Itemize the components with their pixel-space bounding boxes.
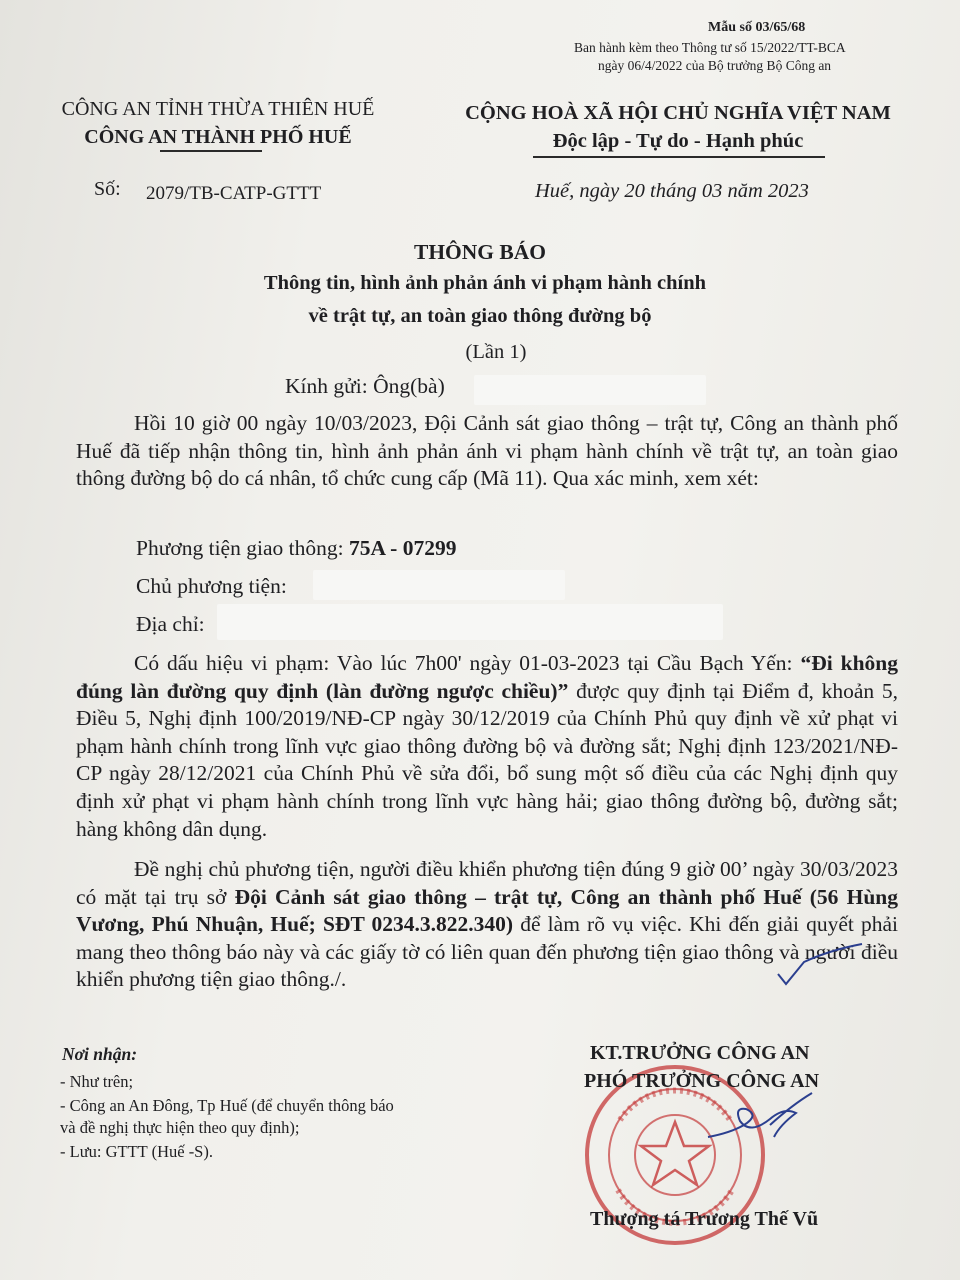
request-place: Đội Cảnh sát giao thông – trật tự, Công an thành phố Huế (56 Hùng Vương, Phú Nhuận, Huế; SĐT 0234.3.822.340): [76, 884, 898, 937]
signature-line-1: KT.TRƯỞNG CÔNG AN: [590, 1042, 810, 1064]
nation-title: CỘNG HOÀ XÃ HỘI CHỦ NGHĨA VIỆT NAM: [465, 102, 891, 124]
intro-paragraph: [76, 410, 898, 493]
place-date: Huế, ngày 20 tháng 03 năm 2023: [535, 180, 809, 202]
recipient-item: - Như trên;: [60, 1072, 134, 1091]
form-code: Mẫu số 03/65/68: [708, 20, 806, 35]
recipient-item: - Công an An Đông, Tp Huế (để chuyển thông báo: [60, 1096, 394, 1115]
request-rest: để làm rõ vụ việc. Khi đến giải quyết phải mang theo thông báo này và các giấy tờ có liên quan đến phương tiện giao thông và người điều khiển phương tiện giao thông./.: [76, 912, 898, 992]
signer-name: Thượng tá Trương Thế Vũ: [590, 1208, 819, 1230]
agency-name: CÔNG AN THÀNH PHỐ HUẾ: [84, 126, 352, 148]
recipient-item: và đề nghị thực hiện theo quy định);: [60, 1118, 300, 1137]
notice-subtitle-1: Thông tin, hình ảnh phản ánh vi phạm hành chính: [263, 272, 707, 294]
notice-title: THÔNG BÁO: [413, 240, 546, 264]
violation-lead: Có dấu hiệu vi phạm: Vào lúc 7h00' ngày 01-03-2023 tại Cầu Bạch Yến:: [134, 651, 793, 675]
violation-paragraph: [76, 650, 898, 843]
recipient-label: Kính gửi: Ông(bà): [285, 374, 445, 398]
handwritten-signature: [700, 1085, 820, 1155]
recipient-item: - Lưu: GTTT (Huế -S).: [60, 1142, 213, 1161]
redacted-recipient-name: [474, 375, 706, 405]
nation-motto: Độc lập - Tự do - Hạnh phúc: [552, 130, 804, 152]
signature-line-2: PHÓ TRƯỞNG CÔNG AN: [584, 1070, 820, 1092]
form-issued-line1: Ban hành kèm theo Thông tư số 15/2022/TT-BCA: [574, 40, 846, 55]
agency-parent: CÔNG AN TỈNH THỪA THIÊN HUẾ: [61, 98, 375, 120]
redacted-address: [217, 604, 723, 640]
violation-rest: được quy định tại Điểm đ, khoản 5, Điều 5, Nghị định 100/2019/NĐ-CP ngày 30/12/2019 của Chính Phủ quy định về xử phạt vi phạm hành chính trong lĩnh vực giao thông đường bộ và đường sắt; Nghị định 123/2021/NĐ-CP ngày 28/12/2021 của Chính Phủ về sửa đổi, bổ sung một số điều của các Nghị định quy định xử phạt vi phạm hành chính trong lĩnh vực hàng hải; giao thông đường bộ, đường sắt; hàng không dân dụng.: [76, 678, 898, 841]
agency-underline: [160, 150, 262, 152]
request-lead: Đề nghị chủ phương tiện, người điều khiển phương tiện đúng 9 giờ 00’ ngày 30/03/2023 có mặt tại trụ sở: [76, 857, 898, 909]
redacted-owner: [313, 570, 565, 600]
owner-label: Chủ phương tiện:: [136, 574, 287, 598]
form-issued-line2: ngày 06/4/2022 của Bộ trưởng Bộ Công an: [598, 58, 832, 73]
vehicle-label: Phương tiện giao thông:: [136, 536, 344, 560]
notice-round: (Lần 1): [465, 341, 527, 363]
notice-subtitle-2: về trật tự, an toàn giao thông đường bộ: [308, 305, 652, 327]
number-label: Số:: [94, 178, 121, 200]
recipients-label: Nơi nhận:: [62, 1044, 138, 1064]
motto-underline: [533, 156, 825, 158]
intro-text: Hồi 10 giờ 00 ngày 10/03/2023, Đội Cảnh sát giao thông – trật tự, Công an thành phố Huế đã tiếp nhận thông tin, hình ảnh phản ánh vi phạm hành chính về trật tự, an toàn giao thông đường bộ do cá nhân, tổ chức cung cấp (Mã 11). Qua xác minh, xem xét:: [76, 411, 898, 491]
document-number: 2079/TB-CATP-GTTT: [146, 183, 322, 204]
address-label: Địa chỉ:: [136, 612, 205, 636]
violation-act: “Đi không đúng làn đường quy định (làn đường ngược chiều)”: [76, 651, 899, 703]
pen-check-mark: [770, 940, 870, 990]
vehicle-line: [136, 536, 456, 561]
vehicle-plate: 75A - 07299: [348, 536, 457, 560]
